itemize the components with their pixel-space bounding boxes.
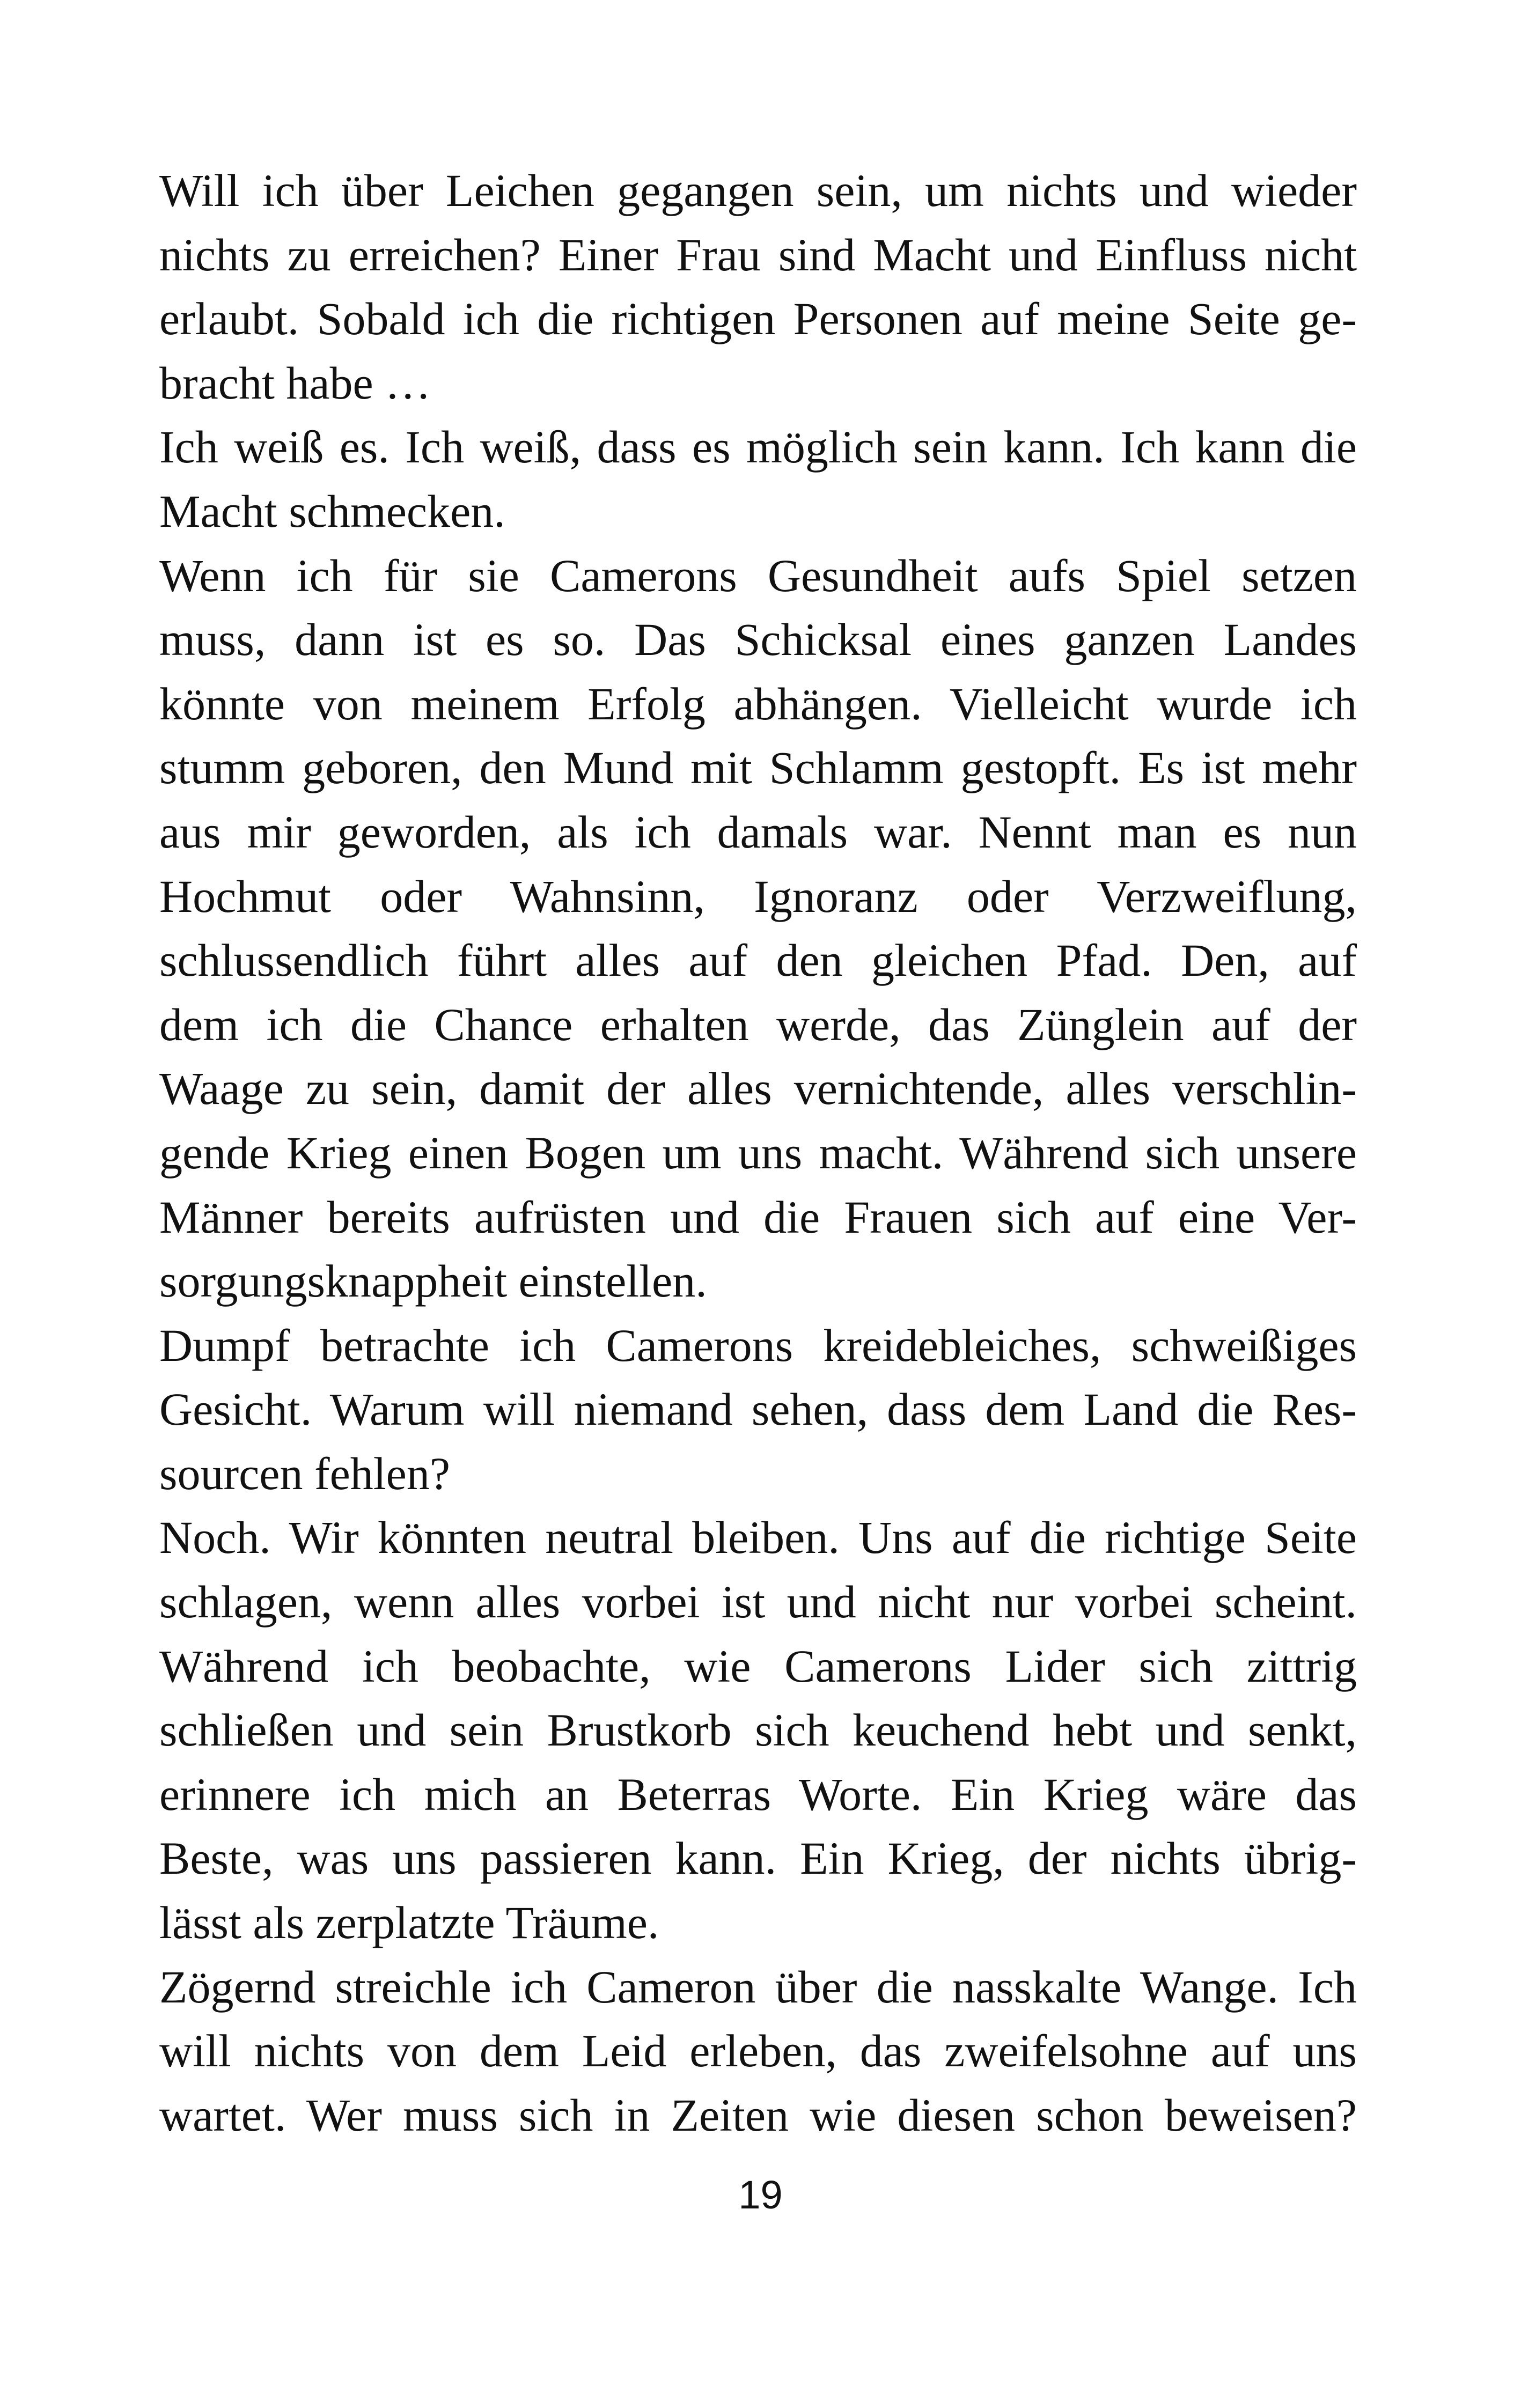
text-line: Dumpf betrachte ich Camerons kreidebleiches, schweißiges — [159, 1319, 1357, 1371]
text-line: will nichts von dem Leid erleben, das zweifelsohne auf uns — [159, 2025, 1357, 2077]
text-line: schlagen, wenn alles vorbei ist und nicht nur vorbei scheint. — [159, 1576, 1357, 1628]
text-line: Macht schmecken. — [159, 485, 505, 537]
text-line: schließen und sein Brustkorb sich keuchend hebt und senkt, — [159, 1704, 1357, 1756]
page-number: 19 — [738, 2173, 783, 2217]
text-line: dem ich die Chance erhalten werde, das Zünglein auf der — [159, 998, 1357, 1050]
text-line: wartet. Wer muss sich in Zeiten wie diesen schon beweisen? — [159, 2089, 1357, 2141]
text-line: stumm geboren, den Mund mit Schlamm gestopft. Es ist mehr — [159, 742, 1357, 794]
text-line: nichts zu erreichen? Einer Frau sind Macht und Einfluss nicht — [159, 229, 1357, 281]
text-line: Waage zu sein, damit der alles vernichtende, alles verschlin- — [159, 1063, 1357, 1115]
text-line: schlussendlich führt alles auf den gleichen Pfad. Den, auf — [159, 934, 1357, 986]
text-line: gende Krieg einen Bogen um uns macht. Während sich unsere — [159, 1126, 1357, 1179]
text-line: erlaubt. Sobald ich die richtigen Personen auf meine Seite ge- — [159, 293, 1357, 345]
text-line: Zögernd streichle ich Cameron über die nasskalte Wange. Ich — [159, 1961, 1357, 2013]
text-line: Hochmut oder Wahnsinn, Ignoranz oder Verzweiflung, — [159, 870, 1357, 922]
text-line: muss, dann ist es so. Das Schicksal eines ganzen Landes — [159, 614, 1357, 666]
text-line: bracht habe … — [159, 357, 431, 409]
text-line: Wenn ich für sie Camerons Gesundheit aufs Spiel setzen — [159, 549, 1357, 601]
text-line: Beste, was uns passieren kann. Ein Krieg, der nichts übrig- — [159, 1832, 1357, 1884]
text-line: Während ich beobachte, wie Camerons Lider sich zittrig — [159, 1640, 1357, 1692]
text-line: erinnere ich mich an Beterras Worte. Ein Krieg wäre das — [159, 1768, 1357, 1820]
text-line: Männer bereits aufrüsten und die Frauen sich auf eine Ver- — [159, 1191, 1357, 1243]
text-line: aus mir geworden, als ich damals war. Nennt man es nun — [159, 806, 1357, 858]
text-line: könnte von meinem Erfolg abhängen. Vielleicht wurde ich — [159, 678, 1357, 730]
text-line: lässt als zerplatzte Träume. — [159, 1897, 659, 1949]
text-line: sourcen fehlen? — [159, 1447, 450, 1499]
text-line: Gesicht. Warum will niemand sehen, dass dem Land die Res- — [159, 1383, 1357, 1435]
text-line: Will ich über Leichen gegangen sein, um nichts und wieder — [159, 165, 1357, 216]
text-line: Ich weiß es. Ich weiß, dass es möglich sein kann. Ich kann die — [159, 421, 1357, 473]
body-text — [159, 159, 1357, 2147]
text-line: Noch. Wir könnten neutral bleiben. Uns auf die richtige Seite — [159, 1512, 1357, 1564]
text-line: sorgungsknappheit einstellen. — [159, 1255, 707, 1307]
